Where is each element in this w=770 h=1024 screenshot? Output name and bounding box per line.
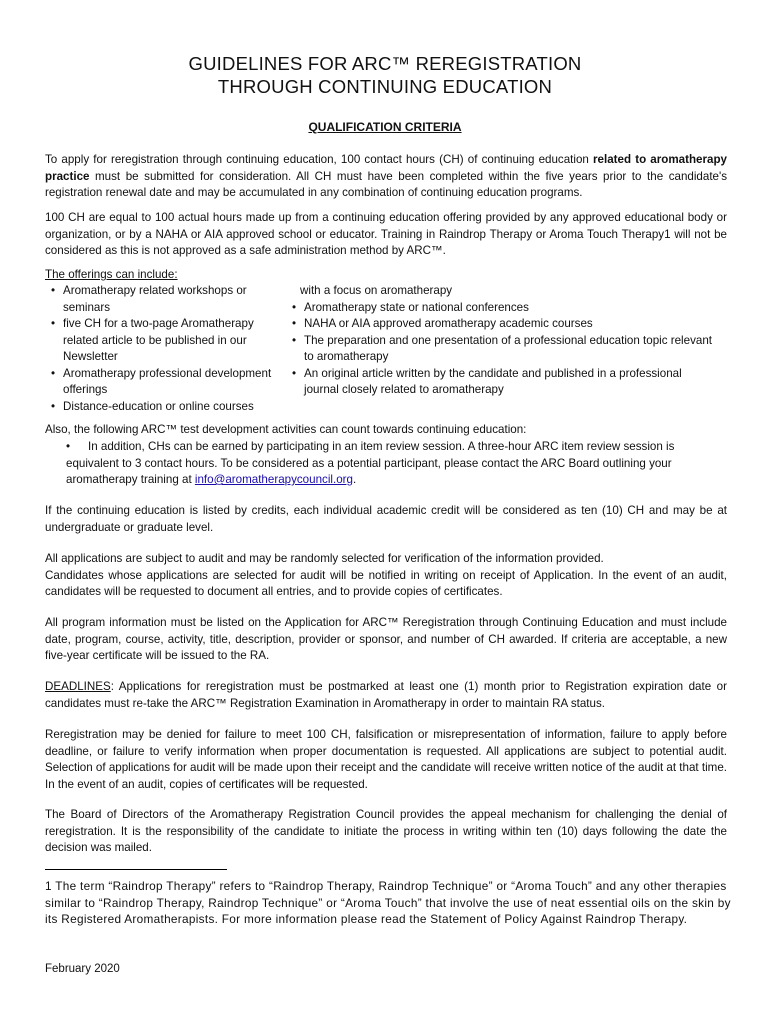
intro-text-end: must be submitted for consideration. All CH must have been completed within the five years prior to the candidate's registration renewal date and may be accumulated in any combination of continuing education programs.	[45, 169, 727, 199]
bullet-icon: •	[51, 399, 56, 413]
deadlines-label: DEADLINES	[45, 680, 111, 693]
list-item: • five CH for a two-page Aromatherapy related article to be published in our Newsletter	[51, 317, 254, 363]
list-item: • Aromatherapy related workshops or seminars	[51, 284, 247, 314]
audit-paragraph	[45, 551, 727, 601]
test-development-bullet: • In addition, CHs can be earned by participating in an item review session. A three-hour ARC item review session is equivalent to 3 contact hours. To be considered as a potential participant, please contact the ARC Board outlining your aromatherapy training at info@aromatherapycouncil.org.	[66, 440, 675, 486]
deadlines-paragraph: DEADLINES: Applications for reregistration must be postmarked at least one (1) month prior to Registration expiration date or candidates must re-take the ARC™ Registration Examination in Aromatherapy in order to maintain RA status.	[45, 680, 727, 710]
offerings-heading: The offerings can include:	[45, 268, 178, 281]
page-title	[0, 52, 770, 98]
document-date: February 2020	[45, 963, 120, 975]
criteria-heading: QUALIFICATION CRITERIA	[308, 120, 462, 134]
audit-line-2: Candidates whose applications are selected for audit will be notified in writing on receipt of Application. In the event of an audit, candidates will be requested to document all entries, and to provide copies of certificates.	[45, 568, 727, 598]
offerings-right-list	[288, 283, 713, 399]
bullet-icon: •	[292, 366, 297, 380]
bullet-icon: •	[66, 440, 71, 453]
footnote-divider	[45, 869, 227, 870]
list-item: • NAHA or AIA approved aromatherapy academic courses	[288, 316, 713, 333]
contact-email-link[interactable]: info@aromatherapycouncil.org	[194, 473, 353, 486]
list-item: • The preparation and one presentation of a professional education topic relevant to aromatherapy	[292, 333, 712, 363]
offerings-left-list	[47, 283, 275, 415]
audit-line-1: All applications are subject to audit and may be randomly selected for verification of the information provided.	[45, 552, 604, 565]
credits-paragraph: If the continuing education is listed by credits, each individual academic credit will be considered as ten (10) CH and may be at undergraduate or graduate level.	[45, 504, 727, 534]
intro-bold: related to aromatherapy practice	[45, 153, 727, 183]
list-item: • An original article written by the candidate and published in a professional journal closely related to aromatherapy	[292, 366, 682, 396]
bullet-icon: •	[292, 317, 297, 330]
bullet-icon: •	[51, 366, 56, 380]
bullet-icon: •	[292, 333, 297, 347]
intro-text: To apply for reregistration through continuing education, 100 contact hours (CH) of continuing education	[45, 153, 594, 166]
list-item: • Aromatherapy state or national conferences	[288, 300, 713, 317]
program-info-paragraph: All program information must be listed on the Application for ARC™ Reregistration through Continuing Education and must include date, program, course, activity, title, description, provider or sponsor, and number of CH awarded. If criteria are acceptable, a new five-year certificate will be issued to the RA.	[45, 616, 727, 662]
list-item: • Aromatherapy professional development offerings	[51, 366, 272, 396]
test-development-intro: Also, the following ARC™ test development activities can count towards continuing education:	[45, 423, 527, 436]
bullet-icon: •	[292, 300, 297, 314]
intro-paragraph	[45, 152, 727, 202]
appeal-paragraph: The Board of Directors of the Aromatherapy Registration Council provides the appeal mechanism for challenging the denial of reregistration. It is the responsibility of the candidate to initiate the process in writing within ten (10) days following the date the decision was mailed.	[45, 808, 727, 854]
equivalence-paragraph: 100 CH are equal to 100 actual hours made up from a continuing education offering provided by any approved educational body or organization, or by a NAHA or AIA approved school or educator. Training in Raindrop Therapy or Aroma Touch Therapy1 will not be considered as this is not approved as a safe administration method by ARC™.	[45, 211, 727, 257]
title-line-1: GUIDELINES FOR ARC™ REREGISTRATION	[188, 53, 582, 74]
denial-paragraph: Reregistration may be denied for failure to meet 100 CH, falsification or misrepresentation of information, failure to apply before deadline, or failure to verify information when proper documentation is requested. All applications are subject to potential audit. Selection of applications for audit will be made upon their receipt and the candidate will receive written notice of the audit at that time. In the event of an audit, copies of certificates will be requested.	[45, 728, 727, 791]
footnote: 1 The term “Raindrop Therapy” refers to “Raindrop Therapy, Raindrop Technique” or “Aroma Touch” and any other therapies similar to “Raindrop Therapy, Raindrop Technique” or “Aroma Touch” that involve the use of neat essential oils on the skin by its Registered Aromatherapists. For more information please read the Statement of Policy Against Raindrop Therapy.	[45, 879, 731, 926]
bullet-icon: •	[51, 317, 56, 330]
title-line-2: THROUGH CONTINUING EDUCATION	[217, 76, 553, 97]
list-item: • Distance-education or online courses	[47, 399, 275, 416]
bullet-icon: •	[51, 284, 56, 297]
list-continuation: with a focus on aromatherapy	[300, 284, 453, 297]
